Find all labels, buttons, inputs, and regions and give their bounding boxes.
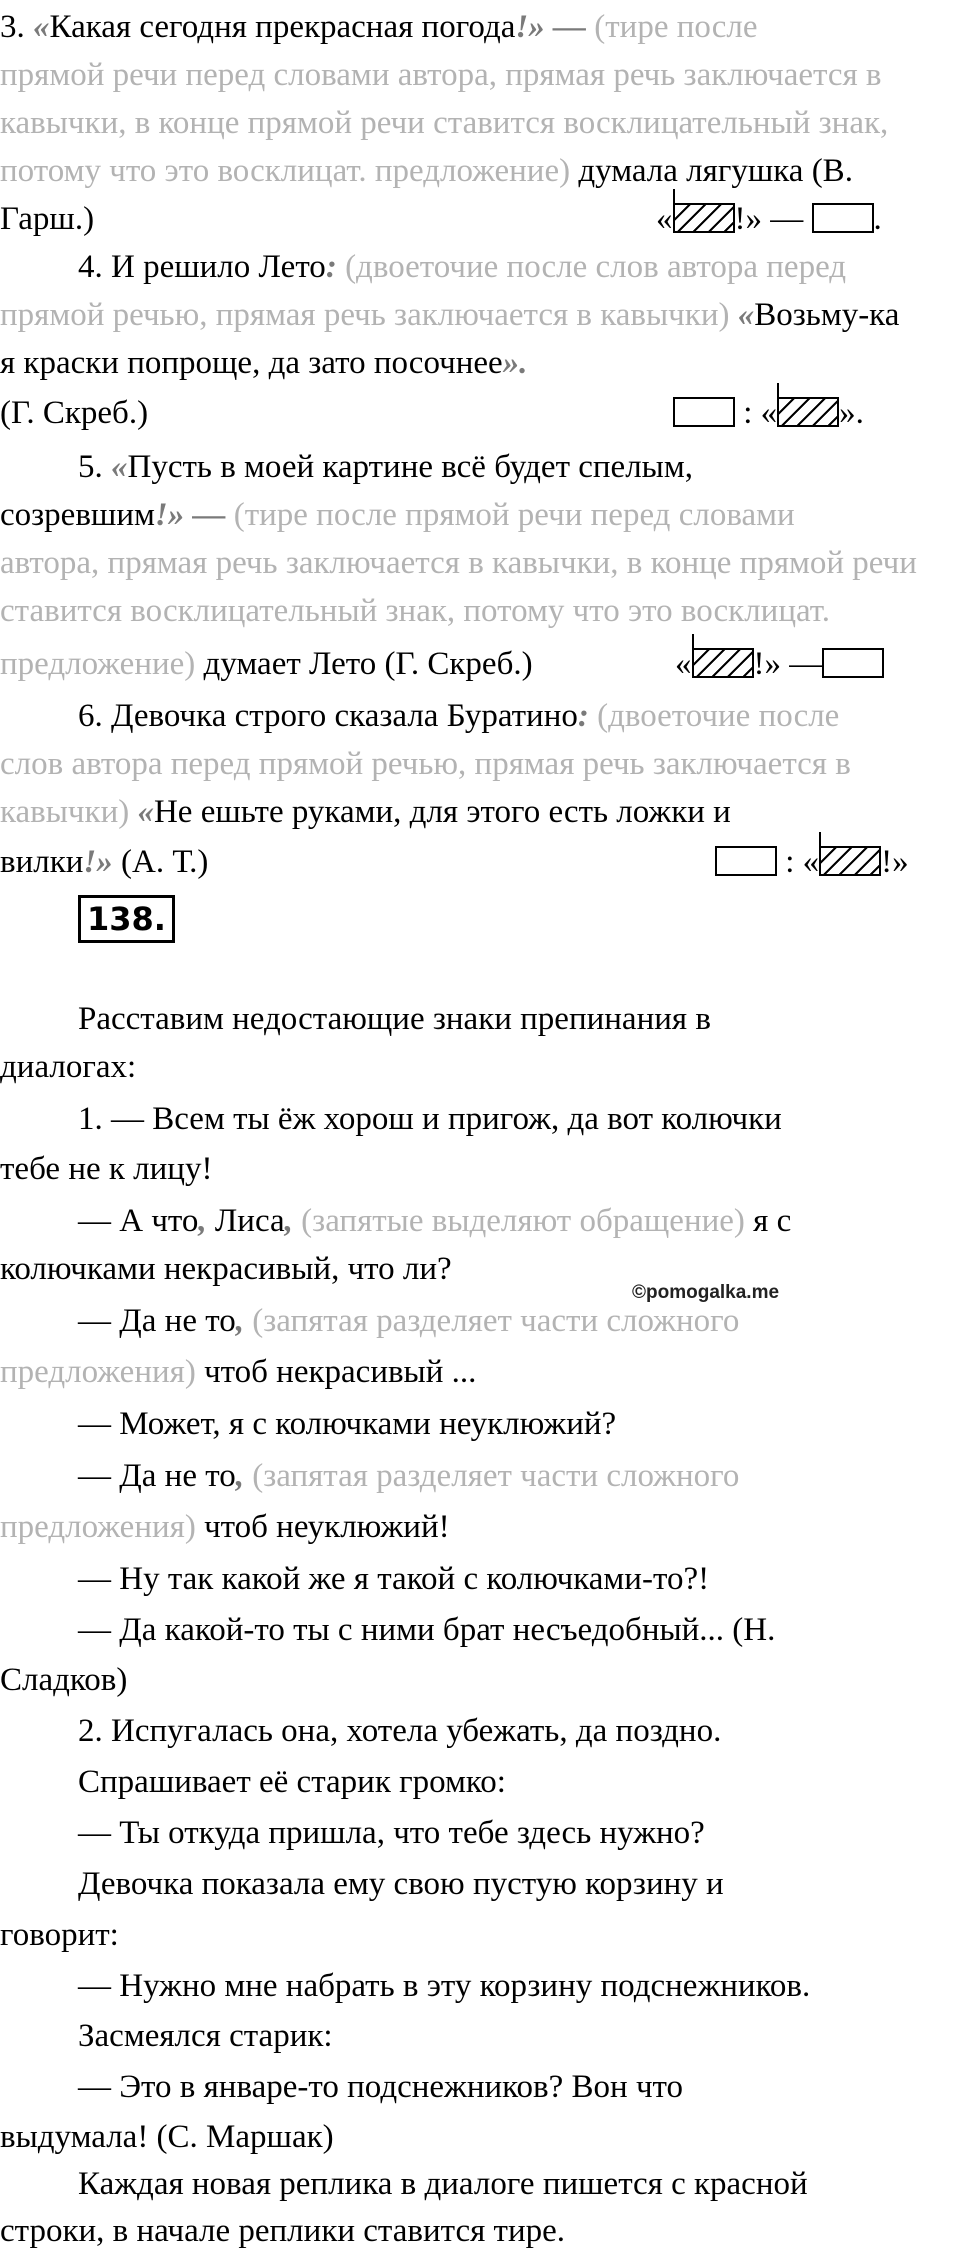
ex6-comment-line-2: слов автора перед прямой речью, прямая речь заключается в (0, 746, 851, 782)
p138-intro-line-2: диалогах: (0, 1049, 137, 1085)
ex4-line-2: прямой речью, прямая речь заключается в кавычки) «Возьму-ка (0, 297, 900, 333)
ex6-punctuation-scheme: : « !» (715, 838, 909, 886)
ex6-line-3: кавычки) «Не ешьте руками, для этого есть ложки и (0, 794, 731, 830)
dialog1-line-3: — А что, Лиса, (запятые выделяют обращение) я с (78, 1203, 792, 1239)
ex3-punctuation-scheme: « !» — . (656, 201, 882, 237)
dialog2-line-1: 2. Испугалась она, хотела убежать, да поздно. (78, 1713, 722, 1749)
dialog1-line-2: тебе не к лицу! (0, 1151, 213, 1187)
dialog2-line-3: — Ты откуда пришла, что тебе здесь нужно? (78, 1815, 705, 1851)
direct-speech-box (692, 648, 754, 678)
dialog1-line-7: — Может, я с колючками неуклюжий? (78, 1406, 617, 1442)
author-words-box (812, 203, 874, 233)
dialog2-line-5: говорит: (0, 1917, 119, 1953)
dialog2-line-2: Спрашивает её старик громко: (78, 1764, 506, 1800)
ex3-comment-line-2: прямой речи перед словами автора, прямая речь заключается в (0, 57, 882, 93)
author-words-box (822, 648, 884, 678)
direct-speech-box (777, 397, 839, 427)
ex6-line-1: 6. Девочка строго сказала Буратино: (двоеточие после (78, 698, 840, 734)
dialog2-line-7: Засмеялся старик: (78, 2018, 333, 2054)
p138-intro-line-1: Расставим недостающие знаки препинания в (78, 1001, 711, 1037)
ex5-line-2: созревшим!» — (тире после прямой речи перед словами (0, 497, 795, 533)
direct-speech-box (673, 203, 735, 233)
ex3-comment-line-3: кавычки, в конце прямой речи ставится восклицательный знак, (0, 105, 889, 141)
ex5-punctuation-scheme: « !» — (675, 640, 884, 688)
ex4-line-4: (Г. Скреб.) (0, 395, 149, 431)
author-words-box (673, 397, 735, 427)
task-number-badge: 138. (78, 895, 175, 943)
dialog1-line-11: — Да какой-то ты с ними брат несъедобный... (Н. (78, 1612, 776, 1648)
rule-line-2: строки, в начале реплики ставится тире. (0, 2213, 565, 2249)
author-words-box (715, 846, 777, 876)
ex4-line-3: я краски попроще, да зато посочнее». (0, 345, 528, 381)
rule-line-1: Каждая новая реплика в диалоге пишется с красной (78, 2166, 808, 2202)
ex5-line-5: предложение) думает Лето (Г. Скреб.) (0, 646, 533, 682)
dialog1-line-4: колючками некрасивый, что ли? (0, 1251, 452, 1287)
dialog1-line-12: Сладков) (0, 1662, 128, 1698)
dialog1-line-5: — Да не то, (запятая разделяет части сложного (78, 1303, 740, 1339)
dialog1-line-10: — Ну так какой же я такой с колючками-то?! (78, 1561, 710, 1597)
ex5-line-1: 5. «Пусть в моей картине всё будет спелым, (78, 449, 693, 485)
ex5-comment-line-4: ставится восклицательный знак, потому что это восклицат. (0, 593, 830, 629)
dialog2-line-6: — Нужно мне набрать в эту корзину подснежников. (78, 1968, 811, 2004)
ex5-comment-line-3: автора, прямая речь заключается в кавычки, в конце прямой речи (0, 545, 917, 581)
ex4-punctuation-scheme: : « ». (673, 389, 864, 437)
dialog1-line-6: предложения) чтоб некрасивый ... (0, 1354, 477, 1390)
dialog1-line-1: 1. — Всем ты ёж хорош и пригож, да вот колючки (78, 1101, 782, 1137)
dialog2-line-8: — Это в январе-то подснежников? Вон что (78, 2069, 684, 2105)
ex3-line-1: 3. «Какая сегодня прекрасная погода!» — (тире после (0, 9, 758, 45)
dialog1-line-8: — Да не то, (запятая разделяет части сложного (78, 1458, 740, 1494)
dialog1-line-9: предложения) чтоб неуклюжий! (0, 1509, 450, 1545)
ex3-line-4: потому что это восклицат. предложение) думала лягушка (В. (0, 153, 853, 189)
ex3-line-5: Гарш.) (0, 201, 95, 237)
watermark: ©pomogalka.me (632, 1282, 780, 1303)
ex6-line-4: вилки!» (А. Т.) (0, 844, 209, 880)
ex4-line-1: 4. И решило Лето: (двоеточие после слов автора перед (78, 249, 847, 285)
dialog2-line-9: выдумала! (С. Маршак) (0, 2119, 334, 2155)
direct-speech-box (819, 846, 881, 876)
dialog2-line-4: Девочка показала ему свою пустую корзину и (78, 1866, 724, 1902)
